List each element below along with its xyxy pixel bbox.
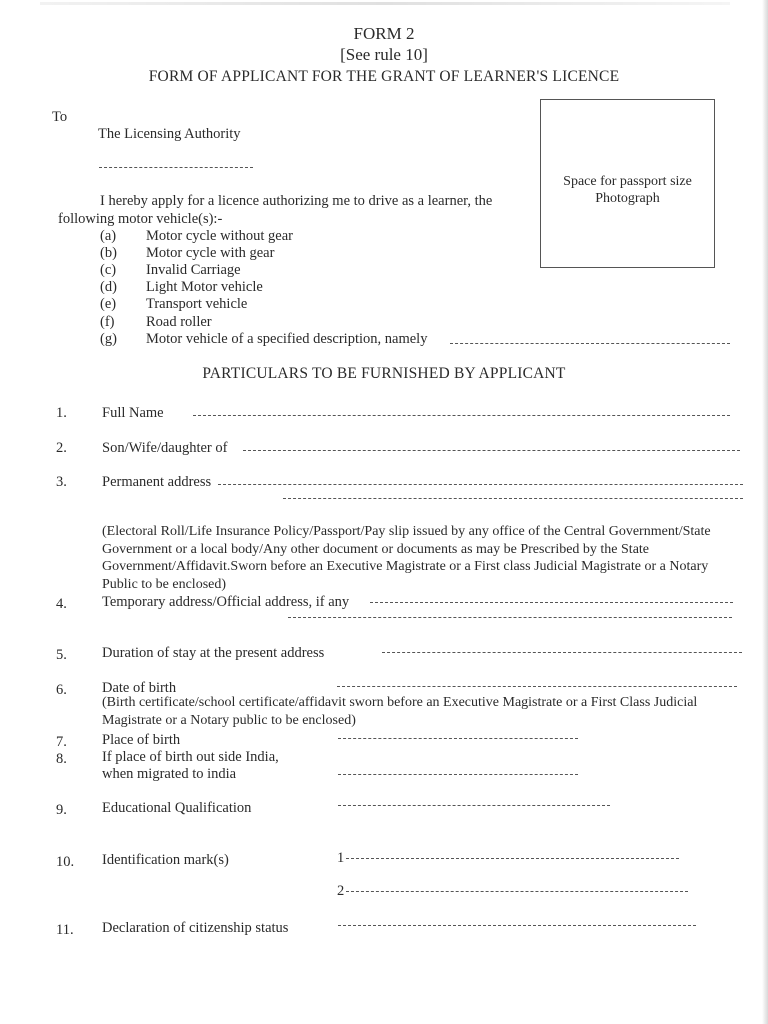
vehicle-label: Motor vehicle of a specified description, namely bbox=[146, 331, 428, 347]
relation-field[interactable] bbox=[243, 450, 740, 451]
place-of-birth-label: Place of birth bbox=[102, 732, 181, 748]
citizenship-label: Declaration of citizenship status bbox=[102, 920, 289, 936]
date-of-birth-field[interactable] bbox=[337, 686, 737, 687]
dob-proof-note: (Birth certificate/school certificate/affidavit sworn before an Executive Magistrate or a First Class Judicial Magistrate or a Notary public to be enclosed) bbox=[102, 695, 698, 728]
duration-stay-field[interactable] bbox=[382, 652, 742, 653]
vehicle-label: Motor cycle with gear bbox=[146, 245, 275, 261]
vehicle-label: Light Motor vehicle bbox=[146, 279, 263, 295]
education-label: Educational Qualification bbox=[102, 800, 252, 816]
field-number: 3. bbox=[56, 474, 67, 490]
permanent-address-label: Permanent address bbox=[102, 474, 212, 490]
identification-mark-2-field[interactable] bbox=[346, 891, 688, 892]
vehicle-letter: (e) bbox=[100, 296, 117, 312]
full-name-label: Full Name bbox=[102, 405, 164, 421]
education-field[interactable] bbox=[338, 805, 610, 806]
field-number: 8. bbox=[56, 751, 67, 767]
migration-field[interactable] bbox=[338, 774, 578, 775]
field-number: 5. bbox=[56, 647, 67, 663]
field-number: 6. bbox=[56, 682, 67, 698]
temporary-address-field[interactable] bbox=[370, 602, 733, 603]
address-proof-note: (Electoral Roll/Life Insurance Policy/Passport/Pay slip issued by any office of the Central Government/State Government or a local body/Any other document or documents as may be Prescribed by the State Government/Affidavit.Sworn before an Executive Magistrate or a First class Judicial Magistrate or a Notary Public to be enclosed) bbox=[102, 524, 711, 592]
application-line-1: I hereby apply for a licence authorizing me to drive as a learner, the bbox=[100, 193, 493, 209]
vehicle-letter: (g) bbox=[100, 331, 117, 347]
rule-reference: [See rule 10] bbox=[340, 45, 428, 64]
vehicle-letter: (b) bbox=[100, 245, 117, 261]
vehicle-label: Road roller bbox=[146, 314, 212, 330]
field-number: 9. bbox=[56, 802, 67, 818]
permanent-address-field-line-2[interactable] bbox=[283, 498, 743, 499]
field-number: 2. bbox=[56, 440, 67, 456]
temporary-address-label: Temporary address/Official address, if any bbox=[102, 594, 350, 610]
identification-marks-label: Identification mark(s) bbox=[102, 852, 229, 868]
place-of-birth-field[interactable] bbox=[338, 738, 578, 739]
specified-vehicle-blank[interactable] bbox=[450, 343, 730, 344]
photo-box[interactable] bbox=[540, 99, 715, 268]
mark-1-number: 1 bbox=[337, 850, 345, 866]
relation-label: Son/Wife/daughter of bbox=[102, 440, 228, 456]
date-of-birth-label: Date of birth bbox=[102, 680, 177, 696]
licensing-authority: The Licensing Authority bbox=[98, 126, 241, 142]
particulars-heading: PARTICULARS TO BE FURNISHED BY APPLICANT bbox=[202, 365, 566, 382]
full-name-field[interactable] bbox=[193, 415, 730, 416]
vehicle-label: Invalid Carriage bbox=[146, 262, 241, 278]
scan-top-edge bbox=[40, 2, 730, 5]
temporary-address-field-line-2[interactable] bbox=[288, 617, 732, 618]
identification-mark-1-field[interactable] bbox=[346, 858, 679, 859]
form-number: FORM 2 bbox=[353, 24, 415, 43]
to-label: To bbox=[52, 109, 68, 125]
citizenship-field[interactable] bbox=[338, 925, 696, 926]
vehicle-letter: (c) bbox=[100, 262, 117, 278]
field-number: 7. bbox=[56, 734, 67, 750]
vehicle-letter: (a) bbox=[100, 228, 117, 244]
field-number: 11. bbox=[56, 922, 74, 938]
photo-box-text: Space for passport size Photograph bbox=[563, 174, 692, 206]
mark-2-number: 2 bbox=[337, 883, 345, 899]
field-number: 4. bbox=[56, 596, 67, 612]
duration-stay-label: Duration of stay at the present address bbox=[102, 645, 325, 661]
vehicle-label: Transport vehicle bbox=[146, 296, 248, 312]
migration-label-line-2: when migrated to india bbox=[102, 766, 237, 782]
vehicle-letter: (d) bbox=[100, 279, 117, 295]
application-line-2: following motor vehicle(s):- bbox=[58, 211, 223, 227]
migration-label: If place of birth out side India, bbox=[102, 749, 279, 765]
vehicle-letter: (f) bbox=[100, 314, 115, 330]
scan-right-edge bbox=[762, 0, 768, 1024]
authority-blank-line[interactable] bbox=[99, 167, 253, 168]
form-title: FORM OF APPLICANT FOR THE GRANT OF LEARNER'S LICENCE bbox=[148, 68, 620, 85]
vehicle-label: Motor cycle without gear bbox=[146, 228, 293, 244]
field-number: 1. bbox=[56, 405, 67, 421]
permanent-address-field[interactable] bbox=[218, 484, 743, 485]
field-number: 10. bbox=[56, 854, 75, 870]
